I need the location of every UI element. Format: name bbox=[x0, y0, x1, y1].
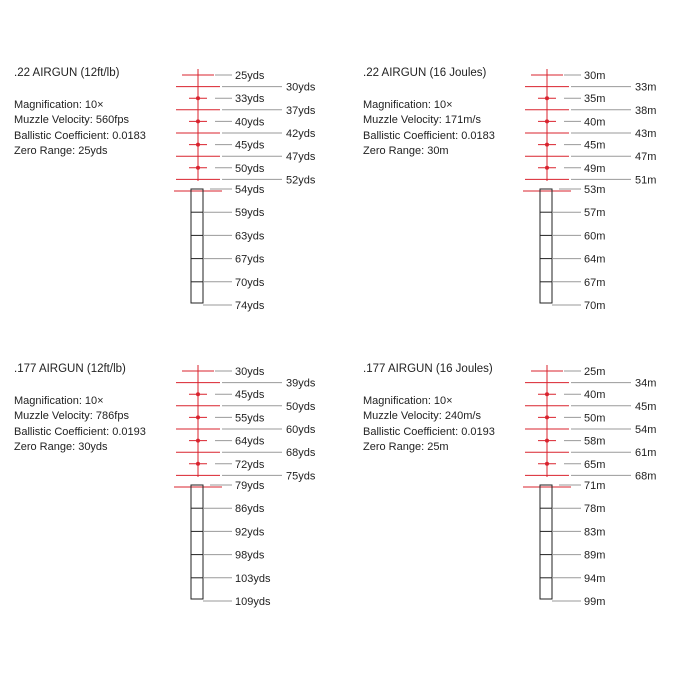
range-label: 60yds bbox=[286, 424, 316, 436]
spec-magnification: Magnification: 10× bbox=[363, 394, 453, 407]
spec-muzzle-velocity: Muzzle Velocity: 560fps bbox=[14, 114, 129, 126]
aim-point-dot bbox=[545, 96, 549, 100]
range-label: 92yds bbox=[235, 526, 265, 539]
range-label: 71m bbox=[584, 480, 606, 492]
spec-magnification: Magnification: 10× bbox=[363, 98, 453, 111]
spec-zero-range: Zero Range: 30m bbox=[363, 145, 449, 157]
range-label: 75yds bbox=[286, 470, 316, 483]
range-label: 40yds bbox=[235, 116, 265, 129]
range-label: 65m bbox=[584, 458, 606, 471]
range-label: 59yds bbox=[235, 207, 265, 220]
range-label: 47m bbox=[635, 151, 657, 164]
panel-title: .22 AIRGUN (16 Joules) bbox=[363, 67, 487, 79]
panel-22-16joules bbox=[363, 66, 678, 356]
range-label: 52yds bbox=[286, 174, 316, 187]
range-label: 99m bbox=[584, 596, 606, 608]
panel-177-12ftlb bbox=[14, 362, 344, 652]
range-label: 53m bbox=[584, 184, 606, 196]
aim-point-dot bbox=[196, 96, 200, 100]
range-label: 78m bbox=[584, 503, 606, 516]
reticle-diagram bbox=[363, 362, 678, 652]
spec-ballistic-coefficient: Ballistic Coefficient: 0.0193 bbox=[363, 425, 495, 438]
range-label: 40m bbox=[584, 389, 606, 402]
ladder-box bbox=[191, 485, 203, 599]
range-label: 25yds bbox=[235, 70, 265, 82]
range-label: 33m bbox=[635, 81, 657, 94]
reticle-diagram bbox=[14, 66, 344, 356]
range-label: 39yds bbox=[286, 377, 316, 390]
aim-point-dot bbox=[196, 119, 200, 123]
spec-ballistic-coefficient: Ballistic Coefficient: 0.0193 bbox=[14, 425, 146, 438]
aim-point-dot bbox=[196, 392, 200, 396]
range-label: 67yds bbox=[235, 253, 265, 266]
range-label: 64m bbox=[584, 253, 606, 266]
panel-177-16joules bbox=[363, 362, 678, 652]
ladder-box bbox=[191, 189, 203, 303]
panel-title: .177 AIRGUN (16 Joules) bbox=[363, 363, 493, 375]
aim-point-dot bbox=[545, 439, 549, 443]
range-label: 45yds bbox=[235, 389, 265, 402]
range-label: 67m bbox=[584, 276, 606, 289]
range-label: 86yds bbox=[235, 503, 265, 516]
range-label: 30m bbox=[584, 70, 606, 82]
spec-magnification: Magnification: 10× bbox=[14, 394, 104, 407]
range-label: 58m bbox=[584, 435, 606, 448]
range-label: 83m bbox=[584, 526, 606, 539]
range-label: 68yds bbox=[286, 447, 316, 460]
spec-zero-range: Zero Range: 25yds bbox=[14, 145, 108, 157]
range-label: 70m bbox=[584, 300, 606, 312]
range-label: 57m bbox=[584, 207, 606, 220]
range-label: 49m bbox=[584, 162, 606, 175]
range-label: 45m bbox=[635, 400, 657, 413]
range-label: 54m bbox=[635, 424, 657, 436]
range-label: 50yds bbox=[235, 162, 265, 175]
aim-point-dot bbox=[196, 143, 200, 147]
aim-point-dot bbox=[545, 462, 549, 466]
aim-point-dot bbox=[545, 119, 549, 123]
range-label: 70yds bbox=[235, 276, 265, 289]
range-label: 37yds bbox=[286, 104, 316, 117]
aim-point-dot bbox=[196, 415, 200, 419]
aim-point-dot bbox=[545, 392, 549, 396]
range-label: 30yds bbox=[235, 366, 265, 378]
aim-point-dot bbox=[545, 143, 549, 147]
range-label: 40m bbox=[584, 116, 606, 129]
range-label: 42yds bbox=[286, 128, 316, 140]
range-label: 45yds bbox=[235, 139, 265, 152]
ladder-box bbox=[540, 485, 552, 599]
range-label: 74yds bbox=[235, 300, 265, 312]
spec-muzzle-velocity: Muzzle Velocity: 240m/s bbox=[363, 410, 481, 422]
range-label: 61m bbox=[635, 447, 657, 460]
range-label: 43m bbox=[635, 128, 657, 140]
reticle-diagram bbox=[14, 362, 344, 652]
range-label: 50m bbox=[584, 412, 606, 425]
range-label: 45m bbox=[584, 139, 606, 152]
range-label: 35m bbox=[584, 93, 606, 106]
range-label: 34m bbox=[635, 377, 657, 390]
range-label: 54yds bbox=[235, 184, 265, 196]
spec-zero-range: Zero Range: 30yds bbox=[14, 441, 108, 453]
spec-magnification: Magnification: 10× bbox=[14, 98, 104, 111]
panel-title: .177 AIRGUN (12ft/lb) bbox=[14, 363, 126, 375]
panel-22-12ftlb bbox=[14, 66, 344, 356]
range-label: 50yds bbox=[286, 400, 316, 413]
panel-title: .22 AIRGUN (12ft/lb) bbox=[14, 67, 120, 79]
range-label: 38m bbox=[635, 104, 657, 117]
ladder-box bbox=[540, 189, 552, 303]
range-label: 98yds bbox=[235, 549, 265, 562]
aim-point-dot bbox=[196, 462, 200, 466]
aim-point-dot bbox=[196, 166, 200, 170]
range-label: 33yds bbox=[235, 93, 265, 106]
range-label: 79yds bbox=[235, 480, 265, 492]
spec-ballistic-coefficient: Ballistic Coefficient: 0.0183 bbox=[14, 129, 146, 142]
aim-point-dot bbox=[196, 439, 200, 443]
aim-point-dot bbox=[545, 415, 549, 419]
range-label: 68m bbox=[635, 470, 657, 483]
range-label: 55yds bbox=[235, 412, 265, 425]
aim-point-dot bbox=[545, 166, 549, 170]
range-label: 30yds bbox=[286, 81, 316, 94]
range-label: 103yds bbox=[235, 572, 271, 585]
range-label: 94m bbox=[584, 572, 606, 585]
range-label: 63yds bbox=[235, 230, 265, 243]
range-label: 47yds bbox=[286, 151, 316, 164]
range-label: 109yds bbox=[235, 596, 271, 608]
range-label: 25m bbox=[584, 366, 606, 378]
spec-muzzle-velocity: Muzzle Velocity: 171m/s bbox=[363, 114, 481, 126]
spec-muzzle-velocity: Muzzle Velocity: 786fps bbox=[14, 410, 129, 422]
range-label: 60m bbox=[584, 230, 606, 243]
range-label: 72yds bbox=[235, 458, 265, 471]
spec-zero-range: Zero Range: 25m bbox=[363, 441, 449, 453]
reticle-diagram bbox=[363, 66, 678, 356]
spec-ballistic-coefficient: Ballistic Coefficient: 0.0183 bbox=[363, 129, 495, 142]
range-label: 64yds bbox=[235, 435, 265, 448]
range-label: 51m bbox=[635, 174, 657, 187]
range-label: 89m bbox=[584, 549, 606, 562]
